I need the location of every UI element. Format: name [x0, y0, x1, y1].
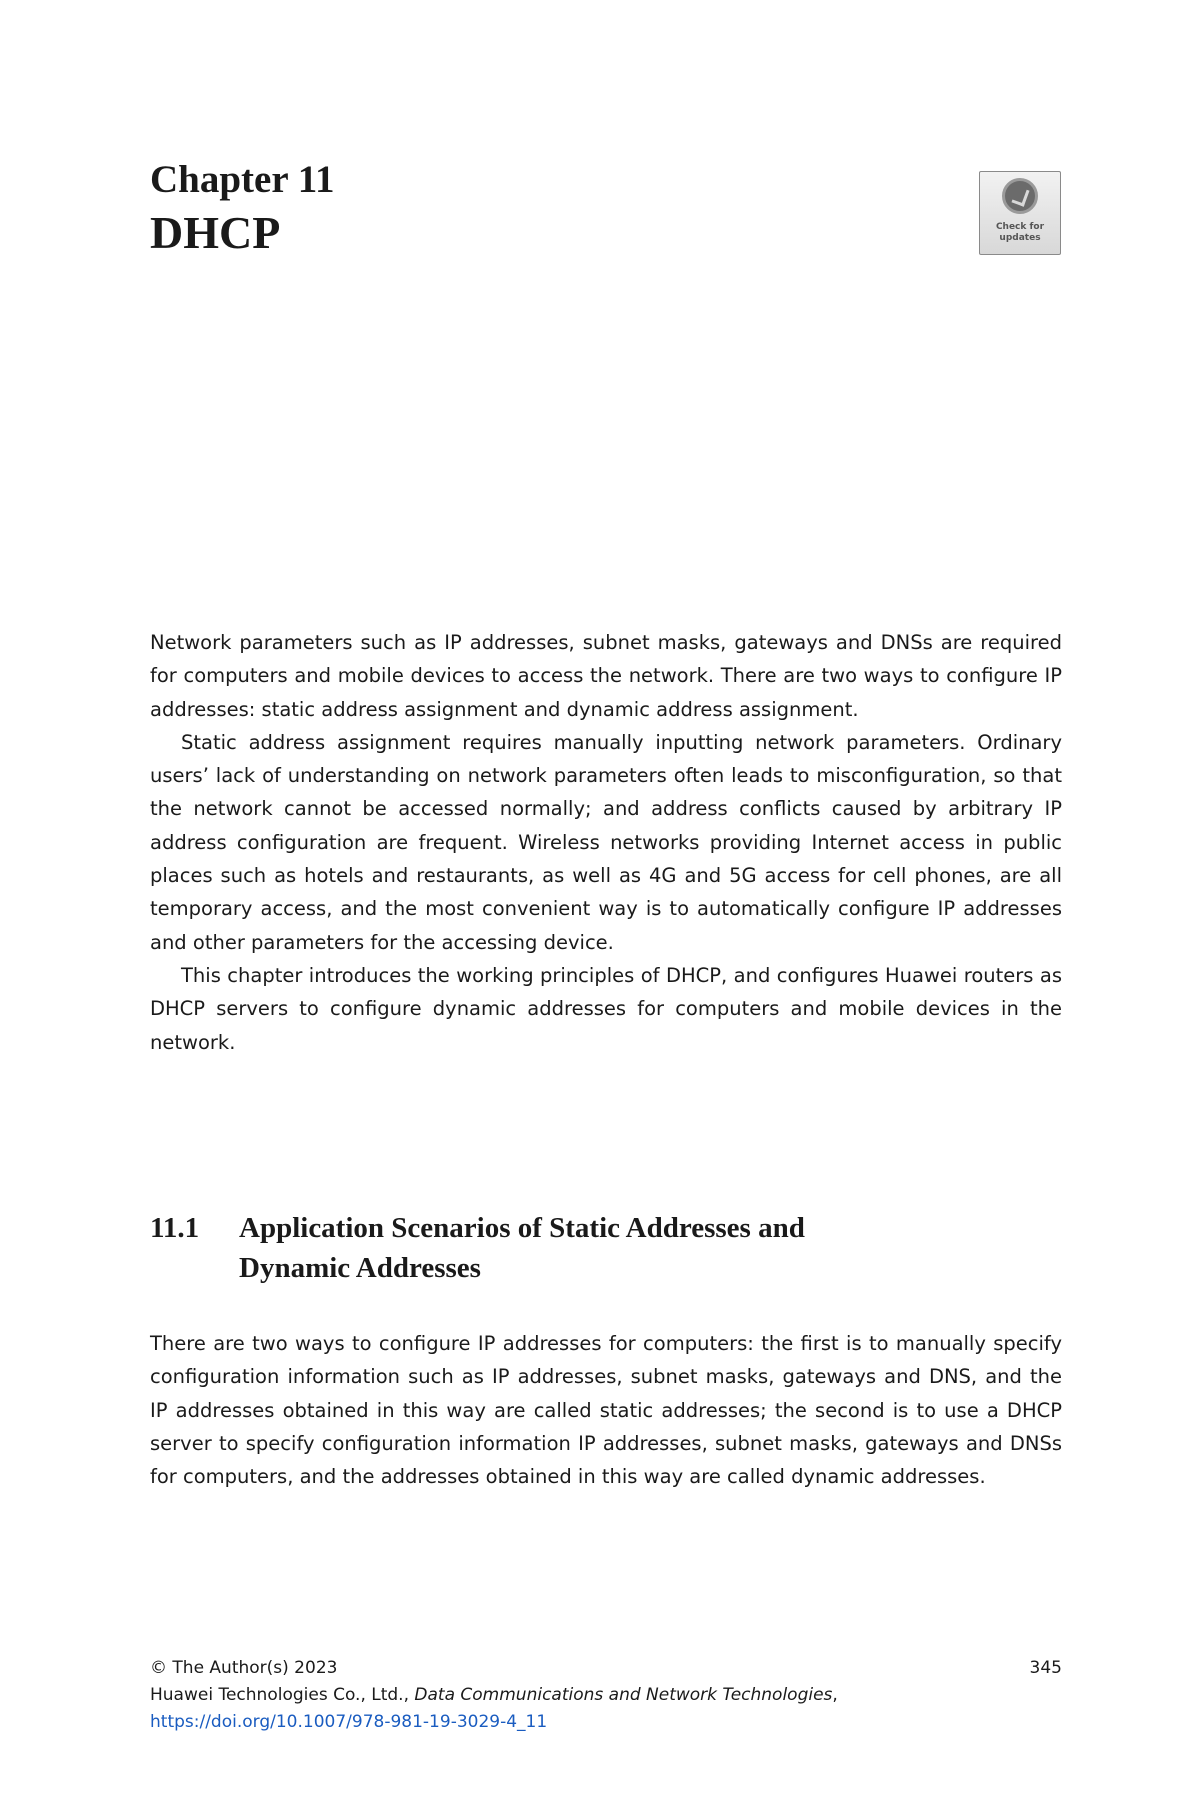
- bookmark-check-icon: [1002, 178, 1038, 214]
- section-paragraph: There are two ways to configure IP addresses for computers: the first is to manually specify configuration information such as IP addresses, subnet masks, gateways and DNS, and the IP addresses obtained in this way are called static addresses; the second is to use a DHCP server to specify configuration information IP addresses, subnet masks, gateways and DNSs for computers, and the addresses obtained in this way are called dynamic addresses.: [150, 1332, 1062, 1489]
- book-title: Data Communications and Network Technologies: [414, 1685, 833, 1705]
- page-footer: [150, 1655, 1062, 1736]
- intro-paragraph: Static address assignment requires manually inputting network parameters. Ordinary users’ lack of understanding on network parameters often leads to misconfiguration, so that the network cannot be accessed normally; and address conflicts caused by arbitrary IP address configuration are frequent. Wireless networks providing Internet access in public places such as hotels and restaurants, as well as 4G and 5G access for cell phones, are all temporary access, and the most convenient way is to automatically configure IP addresses and other parameters for the accessing device.: [150, 730, 1062, 954]
- intro-paragraph: Network parameters such as IP addresses, subnet masks, gateways and DNSs are required for computers and mobile devices to access the network. There are two ways to configure IP addresses: static address assignment and dynamic address assignment.: [150, 631, 1062, 721]
- check-for-updates-badge[interactable]: [979, 171, 1061, 255]
- intro-text: [150, 626, 1062, 1059]
- chapter-label: Chapter 11: [150, 158, 335, 201]
- badge-label: Check for updates: [995, 222, 1045, 243]
- page-number: 345: [1029, 1658, 1062, 1678]
- citation-punctuation: ,: [832, 1685, 838, 1705]
- doi-link[interactable]: https://doi.org/10.1007/978-981-19-3029-4_11: [150, 1712, 548, 1732]
- chapter-title: DHCP: [150, 207, 281, 258]
- citation-line: [150, 1682, 1062, 1709]
- book-page: [150, 0, 1062, 1820]
- publisher: Huawei Technologies Co., Ltd.,: [150, 1685, 409, 1705]
- section-title: Application Scenarios of Static Addresses and Dynamic Addresses: [239, 1212, 805, 1284]
- copyright-line: © The Author(s) 2023: [150, 1658, 338, 1678]
- intro-paragraph: This chapter introduces the working principles of DHCP, and configures Huawei routers as DHCP servers to configure dynamic addresses for computers and mobile devices in the network.: [150, 963, 1062, 1054]
- section-text: [150, 1327, 1062, 1493]
- section-number: 11.1: [150, 1212, 200, 1244]
